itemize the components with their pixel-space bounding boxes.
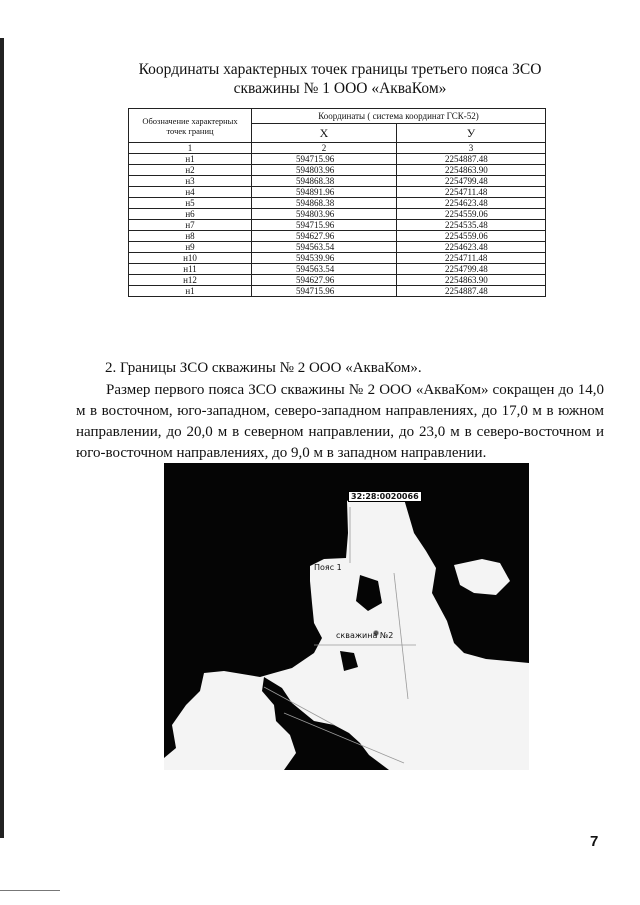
header-y: У [397, 124, 546, 143]
y-cell: 2254863.90 [397, 165, 546, 176]
y-cell: 2254559.06 [397, 231, 546, 242]
x-cell: 594803.96 [252, 209, 397, 220]
section-heading: 2. Границы ЗСО скважины № 2 ООО «АкваКом». [105, 360, 422, 376]
column-number-row [129, 143, 546, 154]
table-row [129, 198, 546, 209]
table-row [129, 220, 546, 231]
column-number: 3 [397, 143, 546, 154]
table-row [129, 165, 546, 176]
point-cell: н4 [129, 187, 252, 198]
point-cell: н8 [129, 231, 252, 242]
x-cell: 594891.96 [252, 187, 397, 198]
table-row [129, 187, 546, 198]
scan-bottom-line [0, 890, 60, 891]
x-cell: 594715.96 [252, 220, 397, 231]
header-point: Обозначение характерных точек границ [129, 109, 252, 143]
header-coords: Координаты ( система координат ГСК-52) [252, 109, 546, 124]
table-row [129, 154, 546, 165]
coordinates-table [128, 108, 546, 297]
x-cell: 594868.38 [252, 176, 397, 187]
point-cell: н10 [129, 253, 252, 264]
y-cell: 2254799.48 [397, 176, 546, 187]
y-cell: 2254799.48 [397, 264, 546, 275]
title-line-2: скважины № 1 ООО «АкваКом» [233, 80, 447, 97]
y-cell: 2254863.90 [397, 275, 546, 286]
table-row [129, 253, 546, 264]
x-cell: 594627.96 [252, 231, 397, 242]
title-line-1: Координаты характерных точек границы третьего пояса ЗСО [138, 61, 542, 78]
point-cell: н6 [129, 209, 252, 220]
y-cell: 2254623.48 [397, 242, 546, 253]
well-label: скважина №2 [336, 631, 394, 640]
point-cell: н11 [129, 264, 252, 275]
x-cell: 594563.54 [252, 264, 397, 275]
x-cell: 594715.96 [252, 154, 397, 165]
table-row [129, 264, 546, 275]
point-cell: н12 [129, 275, 252, 286]
header-x: Х [252, 124, 397, 143]
y-cell: 2254711.48 [397, 253, 546, 264]
table-row [129, 209, 546, 220]
point-cell: н5 [129, 198, 252, 209]
page-number: 7 [590, 833, 599, 850]
table-row [129, 231, 546, 242]
zone-label: Пояс 1 [314, 563, 342, 572]
y-cell: 2254559.06 [397, 209, 546, 220]
y-cell: 2254711.48 [397, 187, 546, 198]
point-cell: н9 [129, 242, 252, 253]
column-number: 1 [129, 143, 252, 154]
x-cell: 594868.38 [252, 198, 397, 209]
table-row [129, 286, 546, 297]
map-light-area [454, 559, 510, 595]
x-cell: 594627.96 [252, 275, 397, 286]
page-title [80, 60, 600, 98]
y-cell: 2254535.48 [397, 220, 546, 231]
x-cell: 594539.96 [252, 253, 397, 264]
x-cell: 594563.54 [252, 242, 397, 253]
x-cell: 594803.96 [252, 165, 397, 176]
table-row [129, 242, 546, 253]
map-image [164, 463, 529, 770]
column-number: 2 [252, 143, 397, 154]
y-cell: 2254887.48 [397, 286, 546, 297]
scan-edge-bar [0, 38, 4, 838]
point-cell: н1 [129, 154, 252, 165]
table-row [129, 275, 546, 286]
map-shapes [164, 463, 529, 770]
table-row [129, 176, 546, 187]
point-cell: н2 [129, 165, 252, 176]
section-paragraph: Размер первого пояса ЗСО скважины № 2 ООО «АкваКом» сокращен до 14,0 м в восточном, юго-западном, северо-западном направлениях, до 17,0 м в южном направлении, до 20,0 м в северном направлении, до 23,0 м в северо-восточном и юго-восточном направлениях, до 9,0 м в западном направлении. [76, 382, 604, 461]
point-cell: н1 [129, 286, 252, 297]
point-cell: н7 [129, 220, 252, 231]
table-body [129, 154, 546, 297]
y-cell: 2254887.48 [397, 154, 546, 165]
x-cell: 594715.96 [252, 286, 397, 297]
cadastral-number-label: 32:28:0020066 [348, 491, 422, 502]
y-cell: 2254623.48 [397, 198, 546, 209]
point-cell: н3 [129, 176, 252, 187]
